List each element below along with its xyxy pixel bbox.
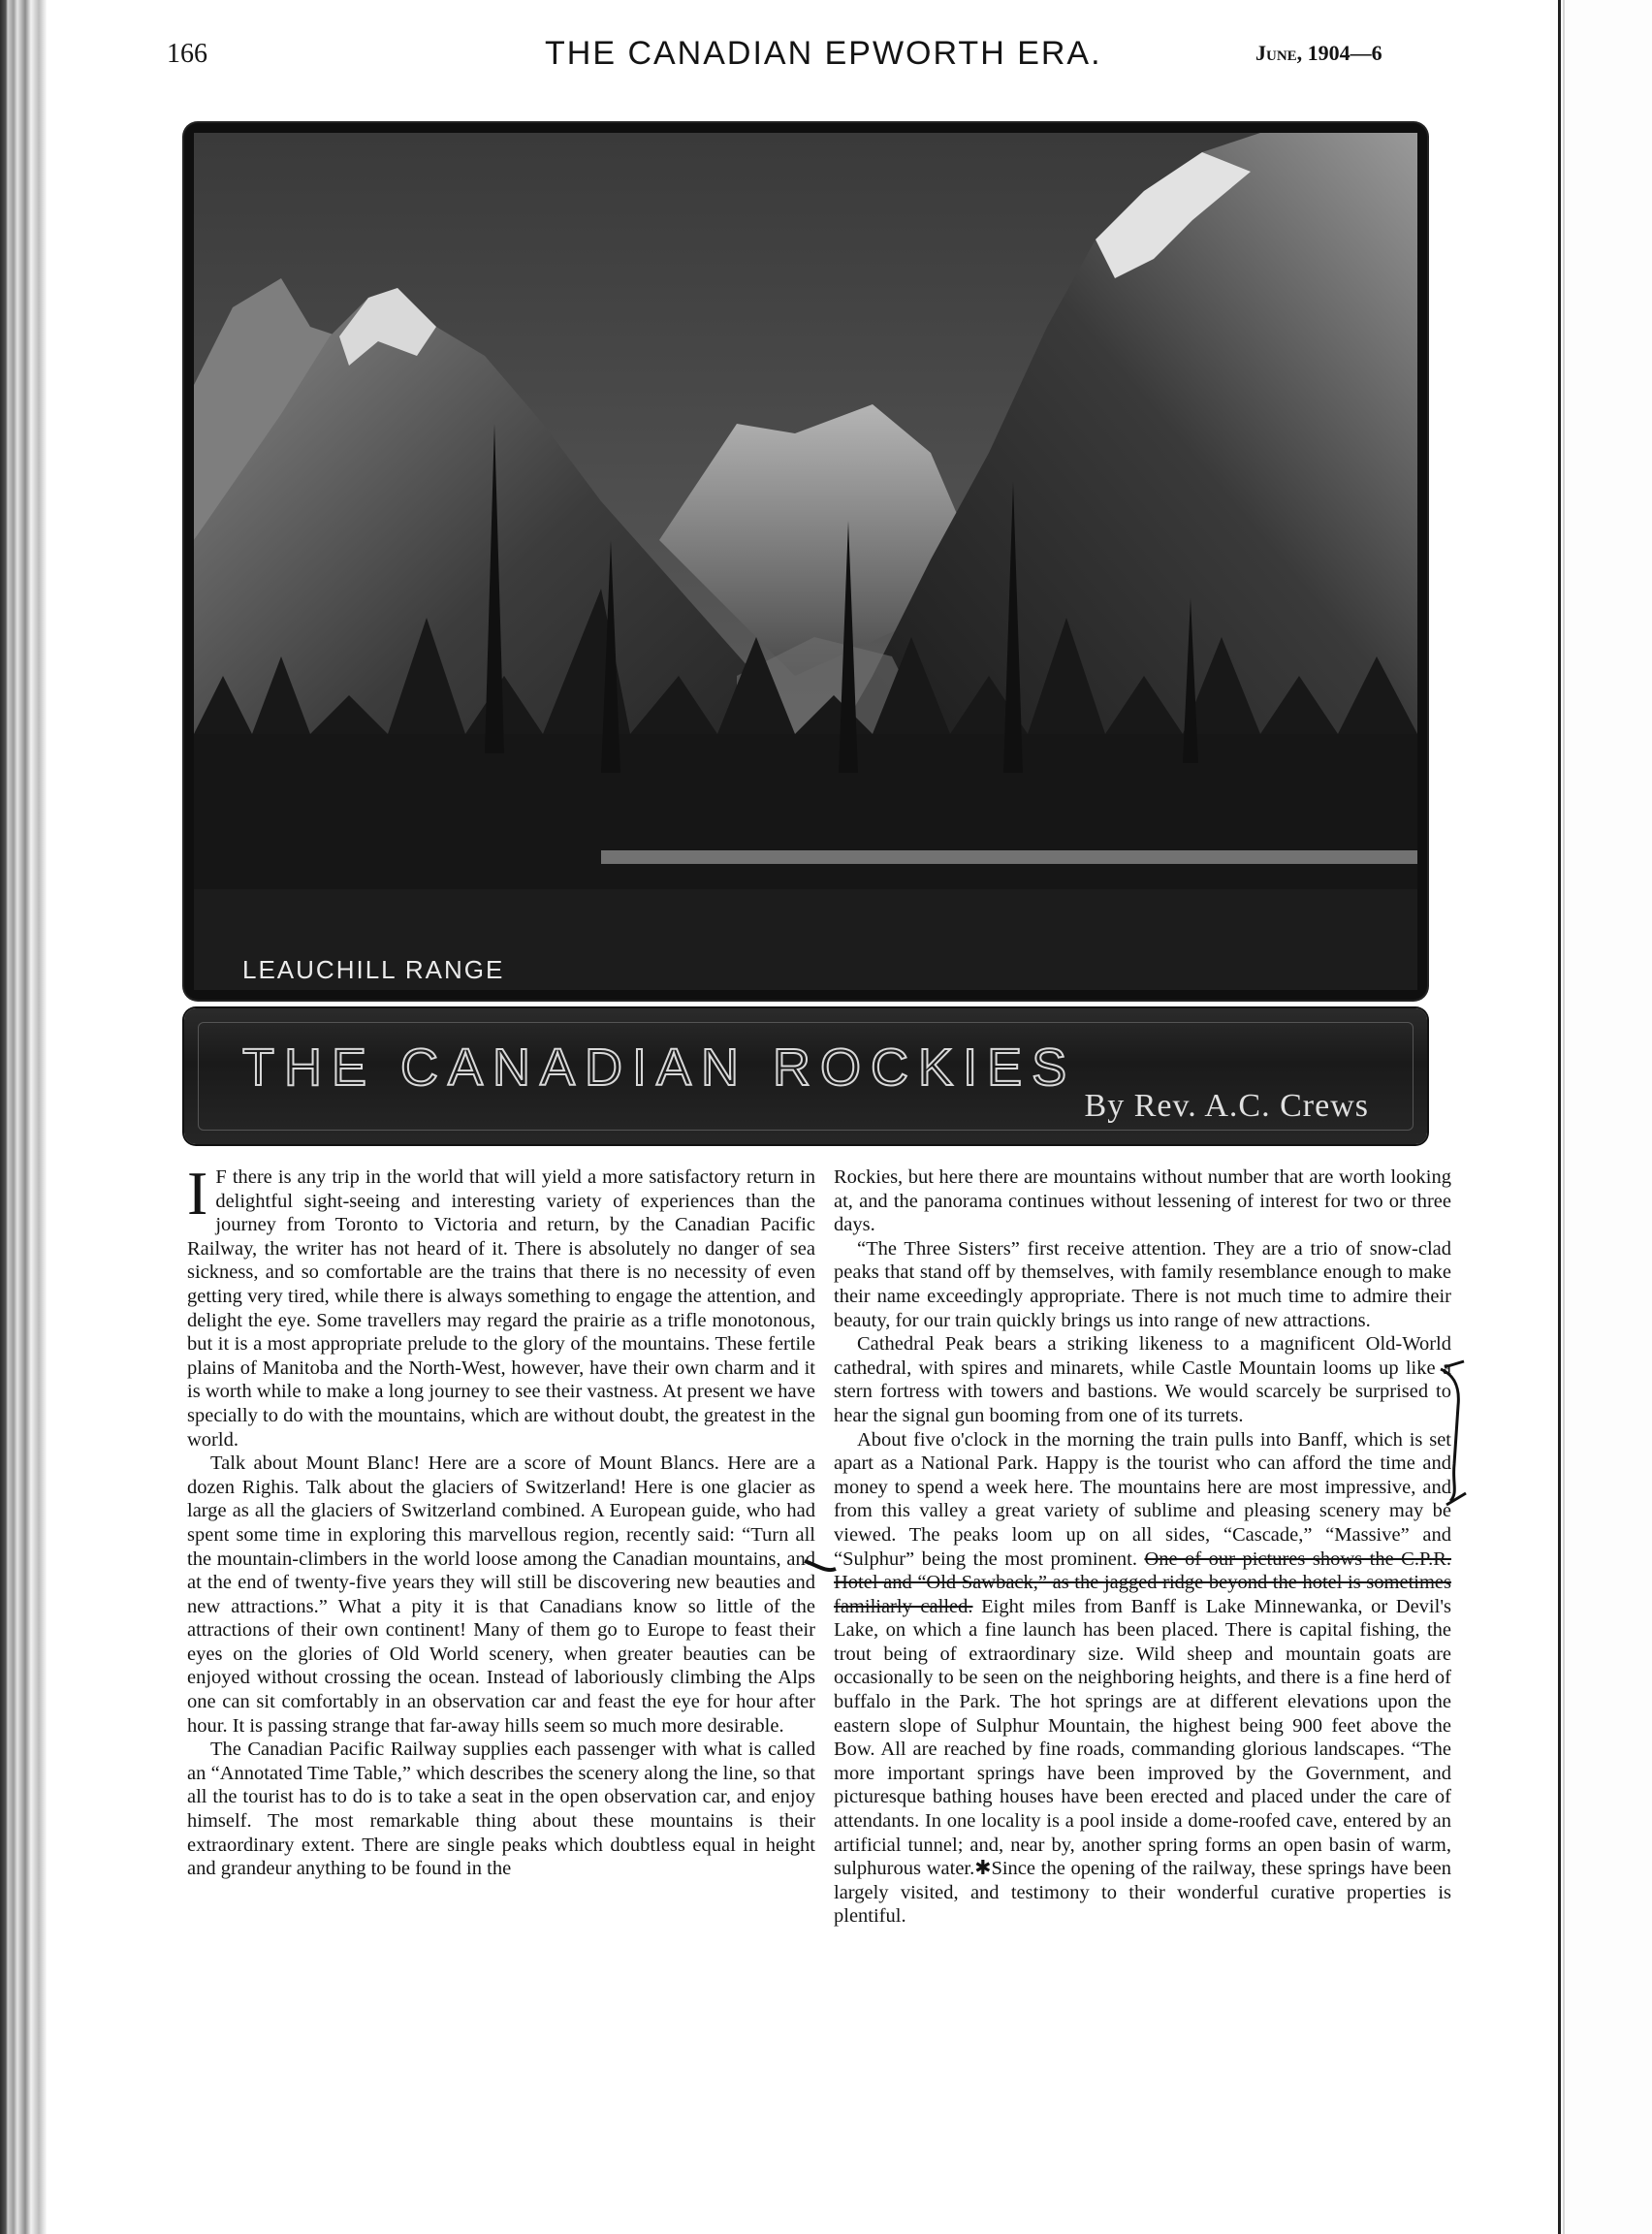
- mountain-scene-image: [194, 133, 1417, 990]
- paragraph: Talk about Mount Blanc! Here are a score of Mount Blancs. Here are a dozen Righis. Talk about the glaciers of Switzerland! Here is one glacier as large as all the glaciers of Switzerland combined. A European guide, who had spent some time in exploring this marvellous region, recently said: “Turn all the mountain-climbers in the world loose among the Canadian mountains, and at the end of twenty-five years they will still be discovering new beauties and new attractions.” What a pity it is that Canadians know so little of the attractions of their own continent! Many of them go to Europe to feast their eyes on the glories of Old World scenery, when greater beauties can be enjoyed without crossing the ocean. Instead of laboriously climbing the Alps one can sit comfortably in an observation car and feast the eye for hour after hour. It is passing strange that far-away hills seem so much more desirable.: [187, 1452, 815, 1737]
- paragraph: Cathedral Peak bears a striking likeness to a magnificent Old-World cathedral, with spires and minarets, while Castle Mountain looms up like a stern fortress with towers and bastions. We would scarcely be surprised to hear the signal gun booming from one of its turrets.: [834, 1333, 1451, 1426]
- paragraph-text: About five o'clock in the morning the train pulls into Banff, which is set apart as a National Park. Happy is the tourist who can afford the time and money to spend a week here. The mountains here are most impressive, and from this valley a great variety of sublime and pleasing scenery may be viewed. The peaks loom up on all sides, “Cascade,” “Massive” and “Sulphur” being the most prominent.: [834, 1428, 1451, 1570]
- paragraph: The Canadian Pacific Railway supplies each passenger with what is called an “Annotated Time Table,” which describes the scenery along the line, so that all the tourist has to do is to take a seat in the open observation car, and enjoy himself. The most remarkable thing about these mountains is their extraordinary extent. There are single peaks which doubtless equal in height and grandeur anything to be found in the: [187, 1739, 815, 1880]
- paragraph-text: F there is any trip in the world that will yield a more satisfactory return in delightful sight-seeing and interesting variety of experiences than the journey from Toronto to Victoria and return, by the Canadian Pacific Railway, the writer has not heard of it. There is absolutely no danger of sea sickness, and so comfortable are the trains that there is no necessity of even getting very tired, while there is always something to engage the attention, and delight the eye. Some travellers may regard the prairie as a trifle monotonous, but it is a most appropriate prelude to the glory of the mountains. These fertile plains of Manitoba and the North-West, however, have their own charm and it is worth while to make a long journey to see their vastness. At present we have specially to do with the mountains, which are without doubt, the greatest in the world.: [187, 1166, 815, 1451]
- journal-title: THE CANADIAN EPWORTH ERA.: [545, 35, 1102, 72]
- drop-cap: I: [187, 1159, 208, 1228]
- paragraph: “The Three Sisters” first receive attention. They are a trio of snow-clad peaks that stand off by themselves, with family resemblance enough to make their name exceedingly appropriate. There is not much time to admire their beauty, for our train quickly brings us into range of new attractions.: [834, 1237, 1451, 1331]
- page-binding-edge: [0, 0, 47, 2234]
- paragraph-text: Eight miles from Banff is Lake Minnewanka, or Devil's Lake, on which a fine launch has been placed. There is capital fishing, the trout being of extraordinary size. Wild sheep and mountain goats are occasionally to be seen on the neighboring heights, and there is a fine herd of buffalo in the Park. The hot springs are at different elevations upon the eastern slope of Sulphur Mountain, the highest being 900 feet above the Bow. All are reached by fine roads, commanding glorious landscapes. “The more important springs have been improved by the Government, and picturesque bathing houses have been erected and placed under the care of attendants. In one locality is a pool inside a dome-roofed cave, entered by an artificial tunnel; and, near by, another spring forms an open basin of warm, sulphurous water.: [834, 1595, 1451, 1880]
- handwritten-asterisk-mark: ✱: [974, 1858, 992, 1880]
- issue-date: June, 1904—6: [1255, 41, 1382, 65]
- facing-page-line: [1563, 0, 1565, 2234]
- paragraph: [834, 1428, 1451, 1929]
- paragraph-text: Since the opening of the railway, these springs have been largely visited, and testimony to their wonderful curative properties is plentiful.: [834, 1858, 1452, 1928]
- paragraph: Rockies, but here there are mountains without number that are worth looking at, and the panorama continues without lessening of interest for two or three days.: [834, 1166, 1451, 1236]
- paragraph: [187, 1159, 815, 1452]
- article-title: THE CANADIAN ROCKIES: [242, 1038, 1077, 1097]
- facing-page-edge: [1558, 0, 1652, 2234]
- article-byline: By Rev. A.C. Crews: [1084, 1088, 1369, 1124]
- article-title-banner: [184, 1008, 1427, 1144]
- photo-caption: LEAUCHILL RANGE: [242, 955, 505, 984]
- right-column: [834, 1165, 1451, 1929]
- page-number: 166: [167, 39, 207, 69]
- struck-through-text: One of our pictures shows the C.P.R. Hotel and “Old Sawback,” as the jagged ridge beyond the hotel is sometimes familiarly called.: [834, 1548, 1452, 1617]
- left-column: [187, 1159, 815, 1881]
- mountain-photograph: [184, 123, 1427, 1000]
